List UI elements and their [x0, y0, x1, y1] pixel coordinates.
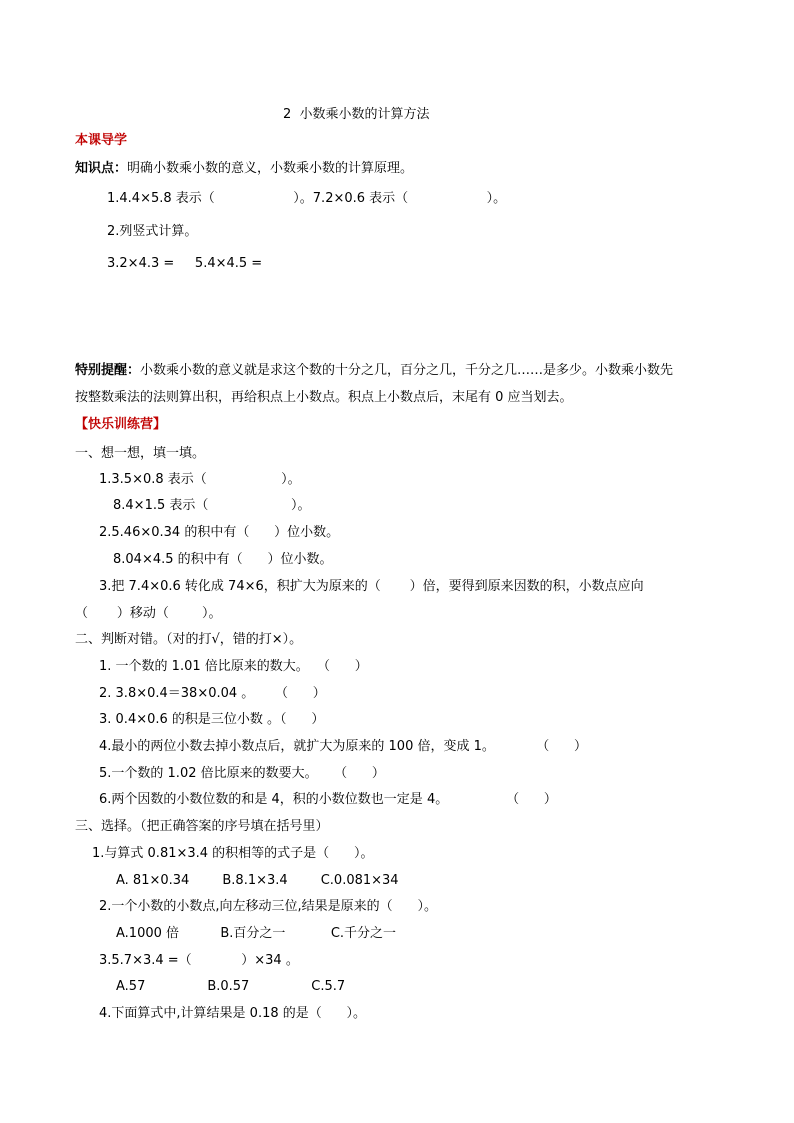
section-3-line: A. 81×0.34 B.8.1×3.4 C.0.081×34	[116, 873, 399, 888]
section-2-line: 4.最小的两位小数去掉小数点后，就扩大为原来的 100 倍，变成 1。 （ ）	[99, 739, 588, 754]
section-3-line: A.1000 倍 B.百分之一 C.千分之一	[116, 926, 397, 941]
practice-heading: 【快乐训练营】	[75, 417, 167, 432]
section-2-line: 3. 0.4×0.6 的积是三位小数 。（ ）	[99, 712, 325, 727]
section-1-line: 3.把 7.4×0.6 转化成 74×6，积扩大为原来的（ ）倍，要得到原来因数的积，小数点应向	[99, 579, 644, 594]
section-1-line: （ ）移动（ ）。	[75, 606, 222, 621]
section-2-line: 5.一个数的 1.02 倍比原来的数要大。 （ ）	[99, 766, 385, 781]
section-3-line: 1.与算式 0.81×3.4 的积相等的式子是（ ）。	[92, 846, 374, 861]
section-1-line: 8.4×1.5 表示（ ）。	[113, 498, 311, 513]
section-2-line: 6.两个因数的小数位数的和是 4，积的小数位数也一定是 4。 （ ）	[99, 792, 557, 807]
guide-heading: 本课导学	[75, 133, 128, 148]
section-3-line: 2.一个小数的小数点,向左移动三位,结果是原来的（ ）。	[99, 899, 437, 914]
page-title: 2 小数乘小数的计算方法	[283, 107, 430, 122]
section-2-heading: 二、判断对错。（对的打√，错的打×）。	[75, 632, 303, 647]
section-1-line: 1.3.5×0.8 表示（ ）。	[99, 472, 301, 487]
reminder-line-1	[75, 363, 673, 379]
section-3-heading: 三、选择。（把正确答案的序号填在括号里）	[75, 819, 329, 834]
knowledge-text: 明确小数乘小数的意义，小数乘小数的计算原理。	[127, 161, 414, 176]
section-1-heading: 一、想一想，填一填。	[75, 446, 206, 461]
section-2-line: 1. 一个数的 1.01 倍比原来的数大。 （ ）	[99, 659, 368, 674]
guide-question-3: 3.2×4.3 = 5.4×4.5 =	[107, 256, 263, 271]
reminder-line-2: 按整数乘法的法则算出积，再给积点上小数点。积点上小数点后，末尾有 0 应当划去。	[75, 390, 573, 405]
reminder-text-1: 小数乘小数的意义就是求这个数的十分之几，百分之几，千分之几……是多少。小数乘小数先	[140, 363, 674, 378]
reminder-label: 特别提醒：	[75, 363, 141, 378]
section-2-line: 2. 3.8×0.4＝38×0.04 。 （ ）	[99, 686, 326, 701]
section-3-line: 3.5.7×3.4 =（ ）×34 。	[99, 953, 299, 968]
section-1-line: 2.5.46×0.34 的积中有（ ）位小数。	[99, 525, 340, 540]
guide-question-1: 1.4.4×5.8 表示（ ）。7.2×0.6 表示（ ）。	[107, 191, 507, 206]
section-3-line: A.57 B.0.57 C.5.7	[116, 979, 346, 994]
section-1-line: 8.04×4.5 的积中有（ ）位小数。	[113, 552, 333, 567]
knowledge-point	[75, 161, 413, 177]
section-3-line: 4.下面算式中,计算结果是 0.18 的是（ ）。	[99, 1006, 367, 1021]
guide-question-2: 2.列竖式计算。	[107, 224, 198, 239]
knowledge-label: 知识点：	[75, 161, 128, 176]
